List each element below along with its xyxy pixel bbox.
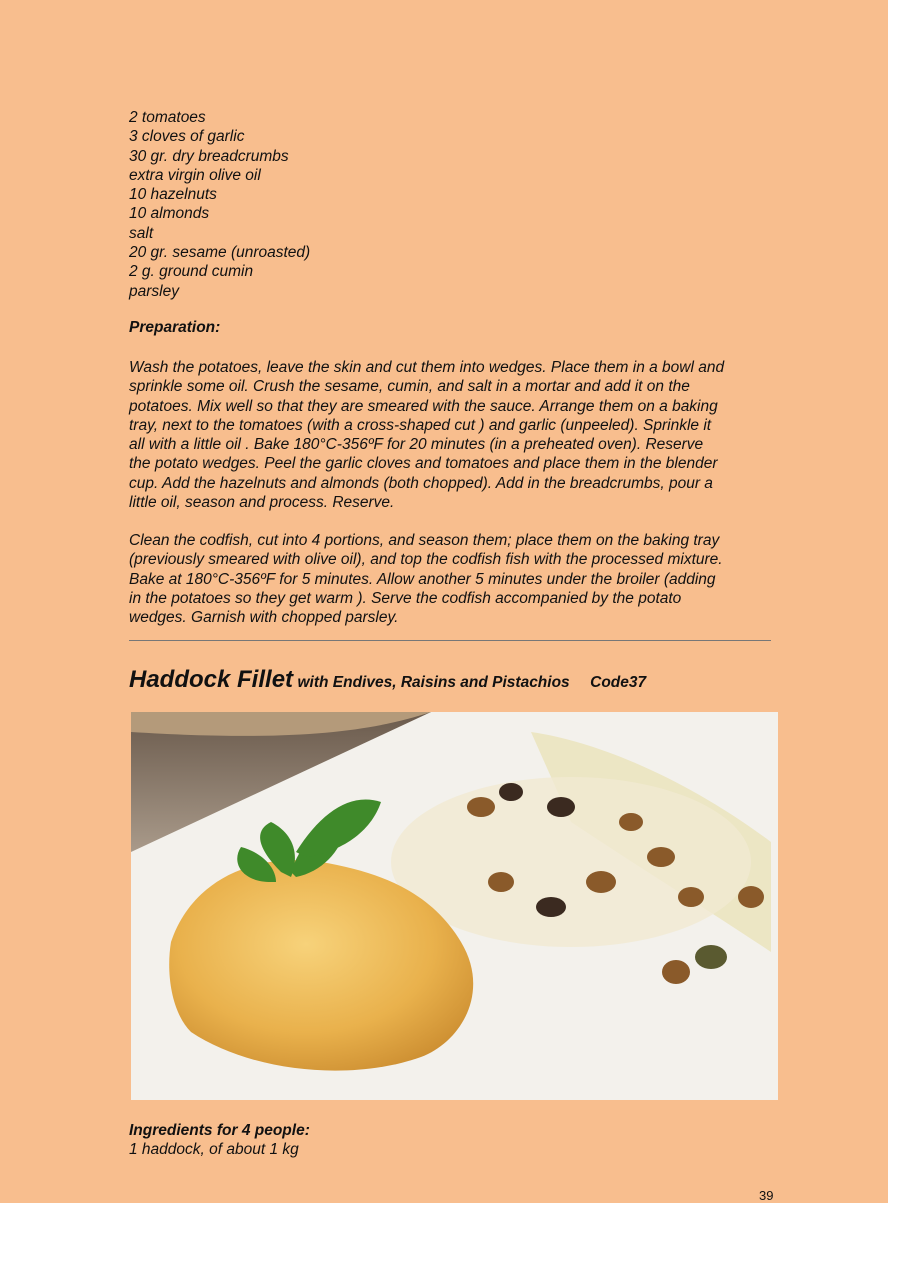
text-line: all with a little oil . Bake 180°C-356ºF for 20 minutes (in a preheated oven). Reserve xyxy=(129,436,704,454)
ingredient: parsley xyxy=(129,282,179,300)
preparation-paragraph-1 xyxy=(129,358,724,512)
ingredient: 2 g. ground cumin xyxy=(129,263,254,281)
text-line: cup. Add the hazelnuts and almonds (both chopped). Add in the breadcrumbs, pour a xyxy=(129,474,713,492)
text-line: in the potatoes so they get warm ). Serve the codfish accompanied by the potato xyxy=(129,589,682,607)
recipe-title xyxy=(129,666,646,694)
recipe-subtitle: with Endives, Raisins and Pistachios xyxy=(297,674,570,691)
recipe-name: Haddock Fillet xyxy=(129,666,294,693)
text-line: little oil, season and process. Reserve. xyxy=(129,494,395,512)
text-line: Bake at 180°C-356ºF for 5 minutes. Allow another 5 minutes under the broiler (adding xyxy=(129,570,716,588)
ingredient: 10 hazelnuts xyxy=(129,186,217,204)
ingredient: 20 gr. sesame (unroasted) xyxy=(129,244,311,262)
ingredient-list xyxy=(129,108,310,301)
text-line: wedges. Garnish with chopped parsley. xyxy=(129,609,399,627)
text-line: Wash the potatoes, leave the skin and cut them into wedges. Place them in a bowl and xyxy=(129,359,725,376)
text-line: tray, next to the tomatoes (with a cross-shaped cut ) and garlic (unpeeled). Sprinkle it xyxy=(129,416,712,434)
section-divider xyxy=(129,640,771,641)
ingredients-heading: Ingredients for 4 people: xyxy=(129,1122,310,1139)
ingredient: 30 gr. dry breadcrumbs xyxy=(129,147,289,165)
ingredient: 1 haddock, of about 1 kg xyxy=(129,1141,299,1158)
ingredient: 3 cloves of garlic xyxy=(129,128,245,146)
preparation-heading: Preparation: xyxy=(129,319,221,336)
dish-photo xyxy=(131,712,778,1100)
ingredient: 10 almonds xyxy=(129,205,210,223)
ingredient: salt xyxy=(129,224,154,242)
text-line: the potato wedges. Peel the garlic cloves and tomatoes and place them in the blender xyxy=(129,455,718,473)
text-line: Clean the codfish, cut into 4 portions, and season them; place them on the baking tray xyxy=(129,532,720,549)
recipe-code: Code37 xyxy=(590,674,647,691)
page-number: 39 xyxy=(759,1188,774,1203)
haddock-dish-image xyxy=(131,712,778,1100)
ingredient: 2 tomatoes xyxy=(129,109,206,126)
preparation-paragraph-2 xyxy=(129,531,723,627)
text-line: sprinkle some oil. Crush the sesame, cumin, and salt in a mortar and add it on the xyxy=(129,378,690,396)
ingredient-list-bottom xyxy=(129,1140,299,1159)
text-line: potatoes. Mix well so that they are smeared with the sauce. Arrange them on a baking xyxy=(129,397,718,415)
ingredient: extra virgin olive oil xyxy=(129,166,261,184)
text-line: (previously smeared with olive oil), and top the codfish fish with the processed mixture. xyxy=(129,551,723,569)
